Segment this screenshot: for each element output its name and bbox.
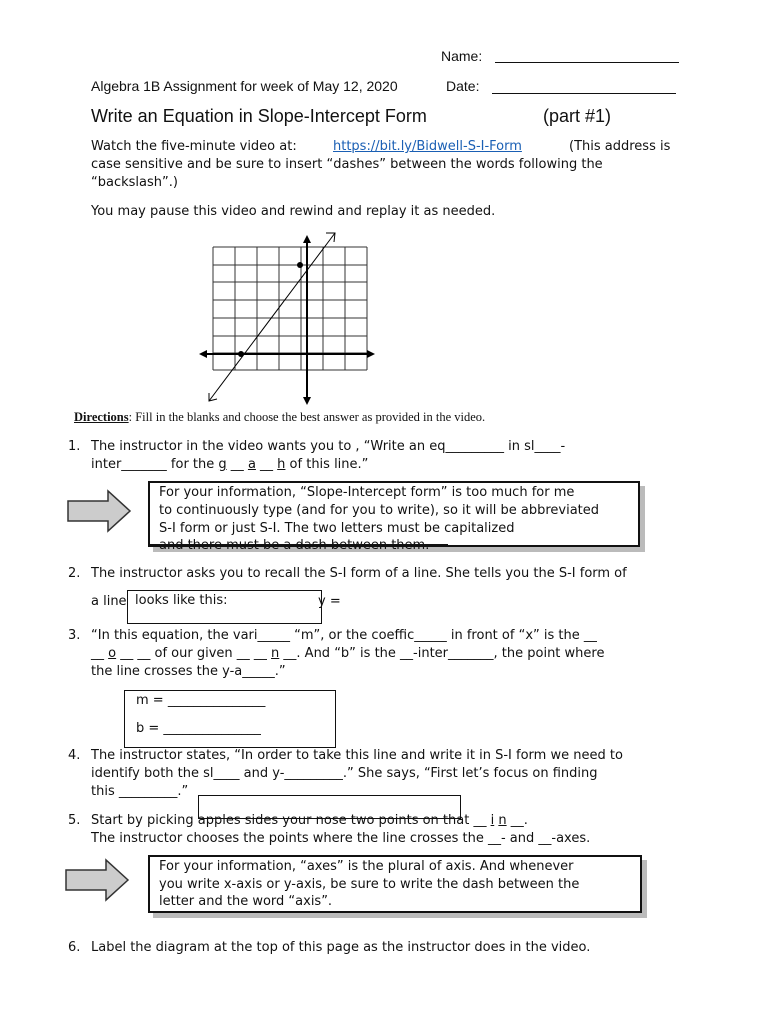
q5-line-1a: Start by picking apples sides your nose two points on that __	[91, 813, 491, 828]
pause-note: You may pause this video and rewind and replay it as needed.	[91, 204, 496, 219]
q6-text: Label the diagram at the top of this page as the instructor does in the video.	[91, 940, 591, 955]
q5-line-1	[91, 813, 528, 828]
q2-line-2: a line	[91, 594, 127, 609]
assignment-title: Algebra 1B Assignment for week of May 12, 2020	[91, 78, 398, 94]
q4-number: 4.	[68, 748, 81, 763]
q4-line-1: The instructor states, “In order to take this line and write it in S-I form we need to	[91, 748, 623, 763]
q5-line-2: The instructor chooses the points where the line crosses the __- and __-axes.	[91, 831, 591, 846]
intro-line-2: case sensitive and be sure to insert “dashes” between the words following the	[91, 157, 603, 172]
q1-line-2b: of this line.”	[285, 457, 369, 472]
q1-number: 1.	[68, 439, 81, 454]
q6-number: 6.	[68, 940, 81, 955]
q2-number: 2.	[68, 566, 81, 581]
answer-box-q3[interactable]	[124, 690, 336, 748]
q1-letter-h: h	[277, 457, 286, 472]
q1-line-1: The instructor in the video wants you to , “Write an eq_________ in sl____-	[91, 439, 566, 454]
q1-letter-a: a	[247, 457, 256, 472]
q3-line-2a: __	[91, 646, 109, 661]
q3-b-label: b = _______________	[136, 721, 261, 736]
graph-grid	[213, 247, 367, 370]
q3-line-1: “In this equation, the vari_____ “m”, or the coeffic_____ in front of “x” is the __	[91, 628, 597, 643]
graph-line	[209, 233, 335, 401]
q1-sep-1: __	[226, 457, 248, 472]
q3-line-2b: __ __ of our given __ __	[116, 646, 272, 661]
right-arrow-icon	[66, 489, 134, 533]
fyi2-line-3: letter and the word “axis”.	[159, 894, 333, 909]
q3-letter-o: o	[108, 646, 117, 661]
fyi-box-1-strike	[148, 544, 448, 546]
directions-label: Directions	[74, 410, 129, 424]
q3-line-2c: __. And “b” is the __-inter_______, the point where	[279, 646, 605, 661]
q2-box-text: looks like this:	[135, 593, 228, 608]
right-arrow-icon	[64, 858, 132, 902]
q4-line-3: this _________.”	[91, 784, 189, 799]
point-x-intercept	[238, 351, 244, 357]
coordinate-graph	[195, 225, 375, 410]
fyi-box-2	[148, 855, 642, 913]
fyi2-line-2: you write x-axis or y-axis, be sure to write the dash between the	[159, 877, 580, 892]
page-title: Write an Equation in Slope-Intercept Form	[91, 106, 427, 126]
answer-box-q2[interactable]	[127, 590, 322, 624]
q2-y-equals: y =	[318, 594, 341, 609]
fyi1-line-3: S-I form or just S-I. The two letters must be capitalized	[159, 521, 515, 536]
directions-text: : Fill in the blanks and choose the best answer as provided in the video.	[128, 410, 486, 424]
fyi1-line-4-text: and there must be a dash between them.	[159, 538, 430, 553]
q3-m-label: m = _______________	[136, 693, 266, 708]
graph-axes	[203, 239, 373, 403]
point-upper	[297, 262, 303, 268]
q1-sep-2: __	[255, 457, 278, 472]
watch-suffix: (This address is	[569, 139, 671, 154]
q4-line-2: identify both the sl____ and y-_________.” She says, “First let’s focus on finding	[91, 766, 598, 781]
q2-line-1: The instructor asks you to recall the S-I form of a line. She tells you the S-I form of	[91, 566, 627, 581]
intro-line-3: “backslash”.)	[91, 175, 178, 190]
date-field[interactable]	[492, 93, 676, 94]
fyi2-line-1: For your information, “axes” is the plural of axis. And whenever	[159, 859, 574, 874]
q1-letter-g: g	[218, 457, 227, 472]
name-field[interactable]	[495, 62, 679, 63]
fyi1-line-2: to continuously type (and for you to write), so it will be abbreviated	[159, 503, 600, 518]
q5-number: 5.	[68, 813, 81, 828]
watch-prefix: Watch the five-minute video at:	[91, 139, 297, 154]
q5-letter-i: i	[490, 813, 495, 828]
q5-line-1b: __.	[506, 813, 528, 828]
q5-letter-n: n	[498, 813, 507, 828]
name-label: Name:	[441, 48, 483, 64]
q3-letter-n: n	[271, 646, 280, 661]
q3-line-3: the line crosses the y-a_____.”	[91, 664, 286, 679]
video-link[interactable]: https://bit.ly/Bidwell-S-I-Form	[333, 139, 522, 154]
q1-line-2	[91, 457, 368, 472]
q3-number: 3.	[68, 628, 81, 643]
directions	[74, 410, 485, 425]
part-label: (part #1)	[543, 106, 612, 126]
date-label: Date:	[446, 78, 480, 94]
q1-line-2a: inter_______ for the	[91, 457, 219, 472]
fyi1-line-1: For your information, “Slope-Intercept form” is too much for me	[159, 485, 575, 500]
q3-line-2	[91, 646, 604, 661]
